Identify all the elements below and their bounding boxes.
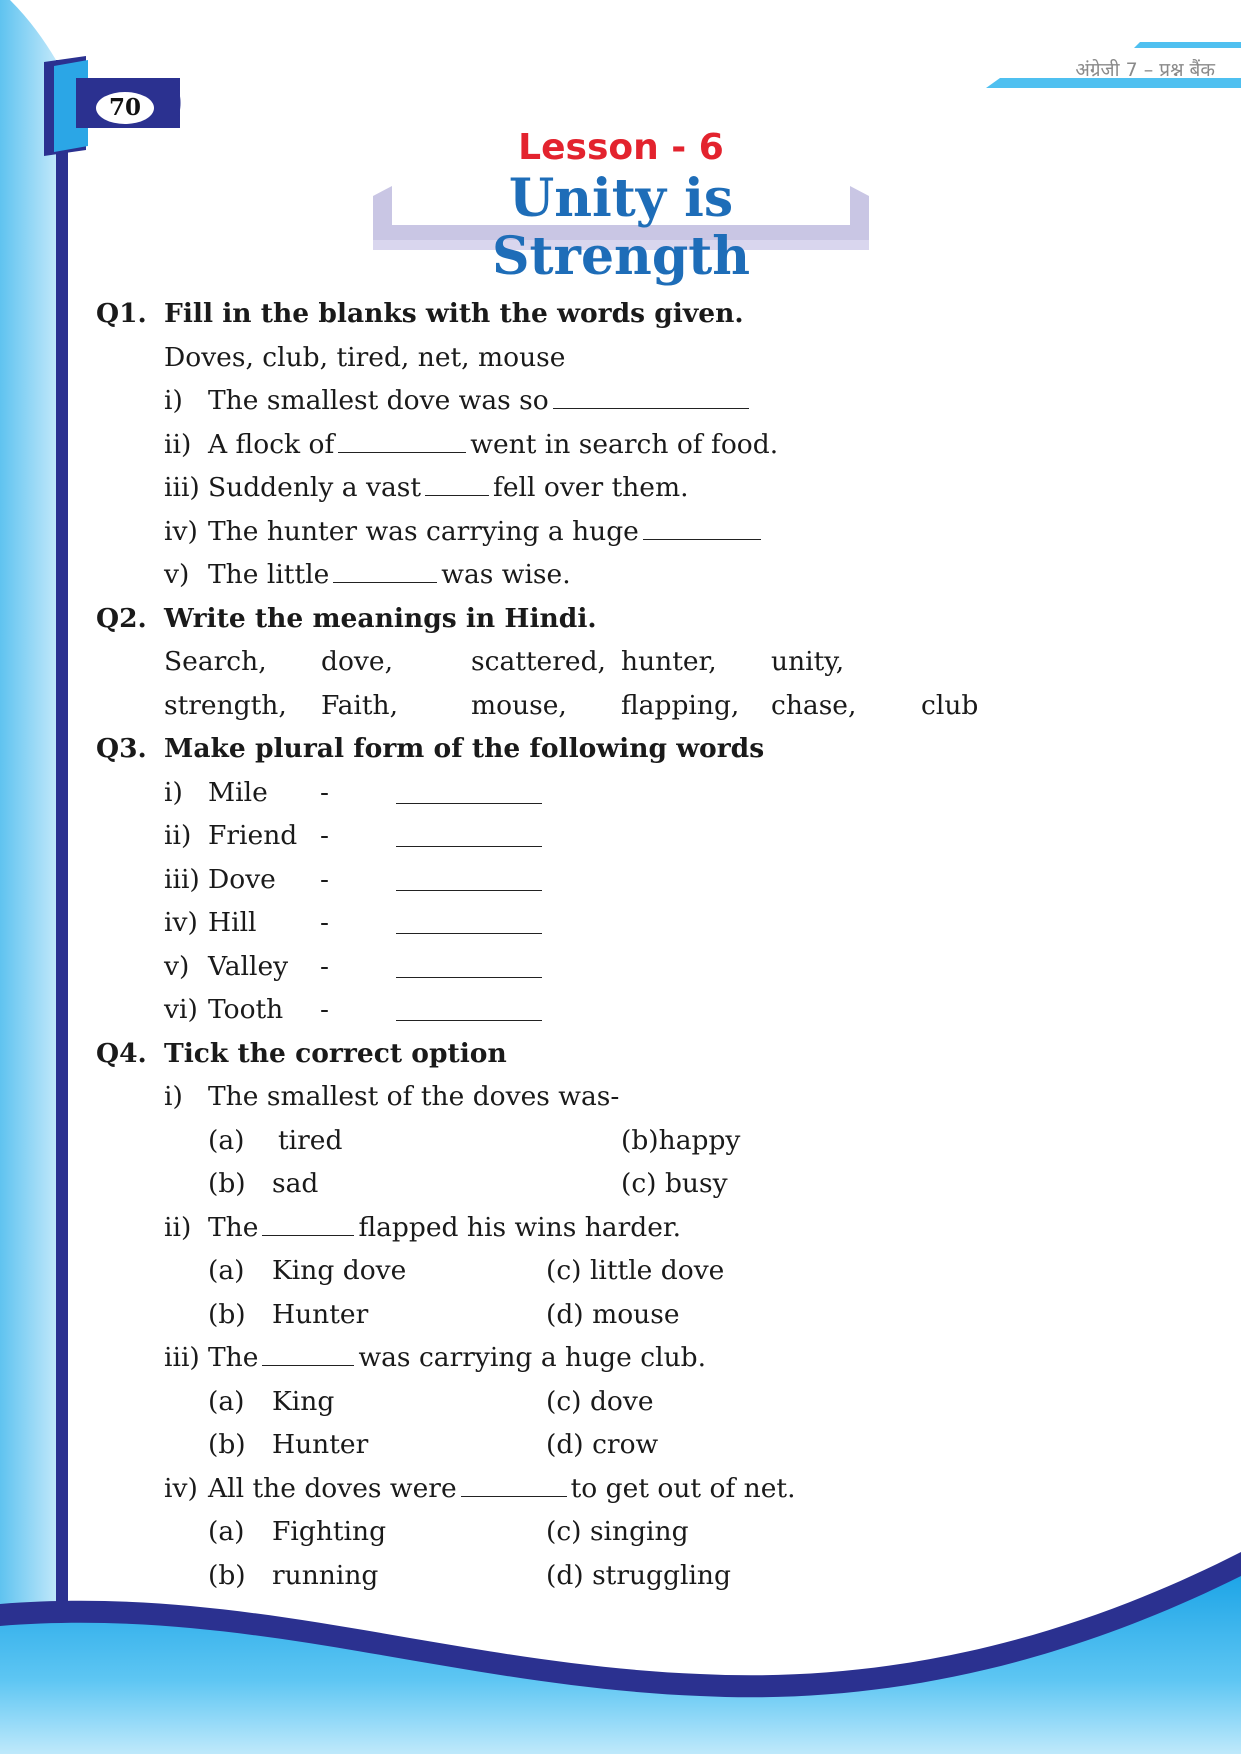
option-row bbox=[96, 1162, 1156, 1206]
item-number: iv) bbox=[164, 907, 198, 938]
dash: - bbox=[320, 907, 329, 938]
option-row bbox=[96, 1510, 1156, 1554]
item-text bbox=[208, 1336, 706, 1380]
title-block bbox=[373, 128, 869, 286]
singular-word: Tooth bbox=[208, 994, 284, 1025]
answer-blank[interactable] bbox=[396, 781, 542, 804]
hindi-word: strength, bbox=[164, 689, 287, 721]
answer-blank[interactable] bbox=[338, 426, 466, 453]
option-text[interactable]: King dove bbox=[272, 1255, 407, 1286]
option-text[interactable]: Fighting bbox=[272, 1516, 387, 1547]
answer-blank[interactable] bbox=[396, 998, 542, 1021]
dash: - bbox=[320, 863, 329, 895]
item-text-start: The bbox=[208, 1211, 259, 1243]
hindi-word: hunter, bbox=[621, 646, 717, 677]
dash: - bbox=[320, 820, 329, 851]
option-right[interactable]: (d) struggling bbox=[546, 1559, 731, 1591]
item-number: vi) bbox=[164, 994, 198, 1025]
item-text-start: The bbox=[208, 1342, 259, 1373]
lesson-number: Lesson - 6 bbox=[518, 127, 724, 168]
flag-pole bbox=[56, 60, 68, 1640]
hindi-word: unity, bbox=[771, 646, 845, 677]
bottom-wave-fill bbox=[0, 1570, 1241, 1754]
q2-word-row bbox=[96, 640, 1156, 684]
dash: - bbox=[320, 994, 329, 1025]
item-text-end: was carrying a huge club. bbox=[358, 1342, 707, 1373]
item-text-start: A flock of bbox=[208, 428, 335, 460]
hindi-word: mouse, bbox=[471, 689, 567, 721]
option-row bbox=[96, 1249, 1156, 1293]
q4-item bbox=[96, 1336, 1156, 1380]
item-number: iii) bbox=[164, 863, 200, 895]
question-number: Q3. bbox=[96, 733, 147, 764]
option-text[interactable]: Hunter bbox=[272, 1429, 369, 1460]
option-letter[interactable]: (b) bbox=[208, 1298, 246, 1330]
item-text-start: Suddenly a vast bbox=[208, 472, 422, 503]
question-text: Make plural form of the following words bbox=[164, 733, 765, 764]
option-right[interactable]: (b)happy bbox=[621, 1124, 741, 1156]
singular-word: Valley bbox=[208, 950, 289, 982]
option-letter[interactable]: (b) bbox=[208, 1168, 246, 1199]
dash: - bbox=[320, 950, 329, 982]
answer-blank[interactable] bbox=[553, 382, 749, 409]
book-tag: अंग्रेजी 7 – प्रश्न बैंक bbox=[1075, 59, 1215, 81]
option-right[interactable]: (c) singing bbox=[546, 1516, 689, 1547]
q3-item bbox=[96, 814, 1156, 858]
option-row bbox=[96, 1423, 1156, 1467]
q2-word-row bbox=[96, 684, 1156, 728]
item-number: ii) bbox=[164, 428, 192, 460]
answer-blank[interactable] bbox=[262, 1209, 354, 1236]
q4-item bbox=[96, 1075, 1156, 1119]
option-row bbox=[96, 1119, 1156, 1163]
item-text-end: fell over them. bbox=[493, 472, 689, 503]
answer-blank[interactable] bbox=[396, 911, 542, 934]
question-number: Q4. bbox=[96, 1037, 147, 1069]
item-number: iv) bbox=[164, 515, 198, 547]
question-text: Fill in the blanks with the words given. bbox=[164, 298, 744, 329]
item-text bbox=[208, 1467, 796, 1511]
worksheet bbox=[96, 292, 1156, 1597]
option-text[interactable]: running bbox=[272, 1559, 379, 1591]
answer-blank[interactable] bbox=[643, 513, 761, 540]
item-number: iii) bbox=[164, 1342, 200, 1373]
q3-item bbox=[96, 901, 1156, 945]
option-letter[interactable]: (a) bbox=[208, 1124, 245, 1156]
singular-word: Hill bbox=[208, 907, 257, 938]
item-number: i) bbox=[164, 385, 183, 416]
question-number: Q1. bbox=[96, 298, 147, 329]
item-text-end: was wise. bbox=[441, 559, 571, 590]
q1-item bbox=[96, 423, 1156, 467]
singular-word: Mile bbox=[208, 776, 268, 808]
option-text[interactable]: tired bbox=[278, 1124, 343, 1156]
q1-item bbox=[96, 553, 1156, 597]
item-text-end: flapped his wins harder. bbox=[358, 1211, 682, 1243]
q3-item bbox=[96, 988, 1156, 1032]
answer-blank[interactable] bbox=[461, 1470, 567, 1497]
item-number: iii) bbox=[164, 472, 200, 503]
option-letter[interactable]: (a) bbox=[208, 1255, 245, 1286]
answer-blank[interactable] bbox=[396, 824, 542, 847]
hindi-word: scattered, bbox=[471, 646, 606, 677]
option-text[interactable]: Hunter bbox=[272, 1298, 369, 1330]
q1-item bbox=[96, 379, 1156, 423]
item-number: ii) bbox=[164, 820, 192, 851]
q4-item bbox=[96, 1206, 1156, 1250]
item-number: i) bbox=[164, 1081, 183, 1112]
item-number: ii) bbox=[164, 1211, 192, 1243]
hindi-word: Faith, bbox=[321, 689, 399, 721]
item-number: iv) bbox=[164, 1472, 198, 1504]
item-text bbox=[208, 553, 571, 597]
singular-word: Dove bbox=[208, 863, 276, 895]
hindi-word: chase, bbox=[771, 689, 857, 721]
item-text-start: The little bbox=[208, 559, 330, 590]
singular-word: Friend bbox=[208, 820, 298, 851]
page-number: 70 bbox=[96, 92, 154, 124]
option-row bbox=[96, 1554, 1156, 1598]
item-text bbox=[208, 379, 753, 423]
option-row bbox=[96, 1293, 1156, 1337]
q4-item bbox=[96, 1467, 1156, 1511]
item-text-start: All the doves were bbox=[208, 1472, 457, 1504]
option-letter[interactable]: (b) bbox=[208, 1559, 246, 1591]
hindi-word: club bbox=[921, 689, 979, 721]
option-right[interactable]: (c) dove bbox=[546, 1385, 654, 1417]
option-right[interactable]: (c) little dove bbox=[546, 1255, 725, 1286]
option-right[interactable]: (c) busy bbox=[621, 1168, 728, 1199]
option-right[interactable]: (d) mouse bbox=[546, 1298, 680, 1330]
option-letter[interactable]: (b) bbox=[208, 1429, 246, 1460]
option-row bbox=[96, 1380, 1156, 1424]
option-letter[interactable]: (a) bbox=[208, 1385, 245, 1417]
q3-item bbox=[96, 945, 1156, 989]
answer-blank[interactable] bbox=[333, 556, 437, 583]
hindi-word: flapping, bbox=[621, 689, 740, 721]
option-text[interactable]: King bbox=[272, 1385, 335, 1417]
item-number: i) bbox=[164, 776, 183, 808]
item-text-end: to get out of net. bbox=[570, 1472, 796, 1504]
q1-item bbox=[96, 466, 1156, 510]
q1-heading bbox=[96, 292, 1156, 336]
q3-item bbox=[96, 858, 1156, 902]
item-text-end: went in search of food. bbox=[470, 428, 779, 460]
item-text bbox=[208, 466, 689, 510]
answer-blank[interactable] bbox=[396, 955, 542, 978]
answer-blank[interactable] bbox=[425, 469, 489, 496]
item-text bbox=[208, 423, 778, 467]
option-letter[interactable]: (a) bbox=[208, 1516, 245, 1547]
question-number: Q2. bbox=[96, 602, 147, 634]
hindi-word: dove, bbox=[321, 646, 393, 677]
q2-heading bbox=[96, 597, 1156, 641]
side-band bbox=[0, 0, 56, 1620]
option-text[interactable]: sad bbox=[272, 1168, 319, 1199]
item-number: v) bbox=[164, 559, 190, 590]
item-text: The smallest of the doves was- bbox=[208, 1081, 620, 1112]
dash: - bbox=[320, 776, 329, 808]
item-text-start: The hunter was carrying a huge bbox=[208, 515, 639, 547]
word-bank: Doves, club, tired, net, mouse bbox=[164, 341, 566, 373]
question-text: Tick the correct option bbox=[164, 1037, 507, 1069]
item-text-start: The smallest dove was so bbox=[208, 385, 549, 416]
question-text: Write the meanings in Hindi. bbox=[164, 602, 597, 634]
item-text bbox=[208, 510, 765, 554]
hindi-word: Search, bbox=[164, 646, 267, 677]
q1-item bbox=[96, 510, 1156, 554]
lesson-title: Unity is Strength bbox=[491, 168, 751, 287]
item-number: v) bbox=[164, 950, 190, 982]
answer-blank[interactable] bbox=[262, 1339, 354, 1366]
option-right[interactable]: (d) crow bbox=[546, 1429, 659, 1460]
q3-heading bbox=[96, 727, 1156, 771]
q1-word-bank bbox=[96, 336, 1156, 380]
answer-blank[interactable] bbox=[396, 868, 542, 891]
q4-heading bbox=[96, 1032, 1156, 1076]
q3-item bbox=[96, 771, 1156, 815]
item-text bbox=[208, 1206, 681, 1250]
